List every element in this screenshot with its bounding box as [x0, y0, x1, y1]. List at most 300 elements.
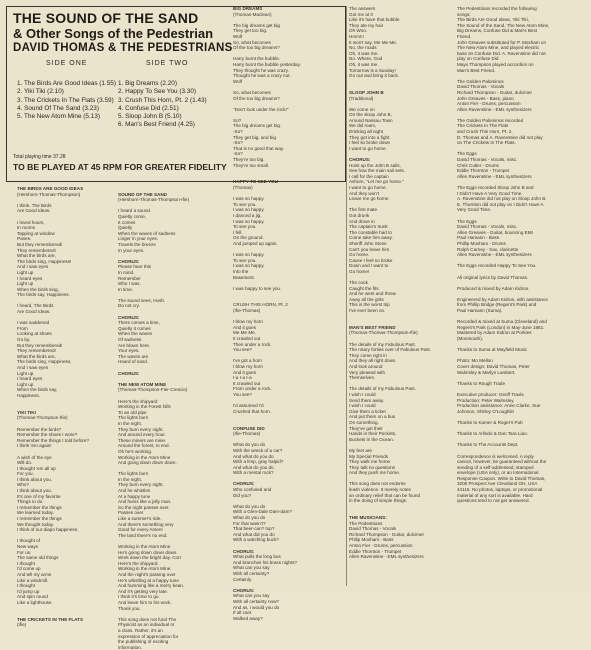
text-line: From [17, 325, 28, 331]
text-line: And branches his brass nights? [233, 559, 298, 565]
text-line: Produced & mixed by Adam Kidron. [457, 285, 530, 291]
text-line: In the night. [118, 420, 143, 426]
text-line: I was so happy. [233, 218, 265, 224]
text-line: Go home. [349, 252, 370, 258]
text-line: What do you do [233, 503, 266, 509]
text-line: Very Good Time. [457, 207, 492, 213]
text-line: With all certainty now? [233, 598, 279, 604]
text-line: Cover design: David Thomas, Peter [457, 364, 530, 369]
track-item: 2. Happy To See You (3.30) [118, 88, 197, 96]
text-line: The Eggs recorded Sloop John B and [457, 185, 534, 190]
text-line: Of the too big dreams? [233, 45, 280, 51]
text-line: Engineered by Adam Kidron, with assistance [457, 296, 548, 302]
text-line: Wolf [233, 33, 243, 39]
text-line: All original lyrics by David Thomas. [457, 274, 529, 280]
text-line: I thought [17, 583, 35, 589]
text-line: Who I was. [118, 281, 141, 287]
text-line: I loved hours, [17, 219, 45, 225]
text-line: The Eggs [457, 218, 477, 224]
text-line: I remember the things [17, 504, 62, 510]
text-line: It won't say, Me Me Me. [349, 39, 398, 45]
text-line: In mind. [118, 269, 135, 275]
text-line: I Didn't Have A Very Good Time. [457, 190, 523, 196]
text-line: The constable had to [349, 229, 392, 235]
side-two-tracklist [118, 80, 207, 130]
text-line: You see? [233, 347, 252, 353]
text-line: Thanks to Rough Trade [457, 380, 506, 386]
text-line: I want to go home. [349, 145, 387, 151]
text-line: Working in the Atom Mine [118, 544, 171, 549]
text-line: Basement. [233, 274, 255, 280]
text-line: For you. [17, 471, 34, 477]
text-line: SOUND OF THE SAND [118, 191, 168, 197]
text-line: Executive producer: Geoff Travis. [457, 391, 525, 397]
text-line: Johnson, Shirley O'Loughlin [457, 408, 515, 414]
text-line: Very pleased with [349, 369, 386, 375]
text-line: Will do. [17, 460, 33, 466]
text-line: And what do you do [233, 464, 274, 470]
text-line: Cause I feel so broke [349, 257, 393, 263]
text-line: We thought today. [17, 521, 54, 527]
text-line: Like a summer's ride. [118, 516, 162, 522]
text-line: The big dreams get big. [233, 123, 282, 129]
text-line: (Thomas) [233, 185, 253, 190]
text-line: (Ifie-Thomas) [233, 308, 261, 314]
text-line: These miners are mine. [118, 437, 167, 443]
text-line: Recorded & mixed at Suma (Cleveland) and [457, 319, 547, 325]
text-line: I heard, The Birds [17, 303, 54, 309]
text-line: I-a I-a I-a [233, 375, 252, 381]
text-line: Remember the birds? [17, 426, 62, 432]
text-line: I was so happy. [233, 196, 265, 202]
text-line: A. Ravenstine did not play on Sloop John B. [457, 196, 547, 202]
lyrics-column-4 [349, 6, 431, 560]
text-line: Quietly it comes [118, 325, 151, 331]
text-line: But they remembered! [17, 241, 63, 247]
text-line: Wolf [233, 78, 243, 84]
text-line: The Birds Are Good Ideas, Yiki Tiki, [457, 17, 530, 23]
text-line: And they won't [349, 190, 379, 196]
text-line: I thought of [17, 538, 40, 544]
text-line: Did you? [233, 492, 252, 498]
text-line: My Special Friends [349, 453, 389, 459]
lyrics-column-3 [233, 6, 301, 621]
text-line: (Thomas-Maclean) [233, 11, 272, 17]
text-line: SLOOP JOHN B [349, 89, 384, 95]
artist-name: DAVID THOMAS & THE PEDESTRIANS [13, 42, 233, 54]
text-line: This is the worst trip [349, 302, 390, 308]
text-line: cannot, however, be guaranteed without the [457, 459, 547, 465]
text-line: And leave him to his work. [118, 599, 172, 605]
text-line: Thanks to Arlindo & Dan Tara Liao. [457, 431, 528, 437]
text-line: And I saw eyes [17, 264, 49, 270]
text-line: (Monmouth). [457, 336, 484, 342]
text-line: questions tend to not get answered. [457, 498, 530, 504]
text-line: I was so happy. [233, 252, 265, 258]
text-line: Leave me go home. [349, 196, 390, 202]
text-line: I think of our diapo happiness. [17, 527, 79, 533]
text-line: Come take him away. [349, 235, 393, 241]
text-line: The Pedestrians [349, 520, 383, 526]
text-line: Who confused and [233, 487, 272, 493]
text-line: Got me at it [349, 11, 373, 17]
text-line: There comes a time, [118, 320, 160, 326]
track-item: 1. The Birds Are Good Ideas (1.55) [17, 80, 116, 87]
text-line: Of sadness [118, 337, 142, 343]
rpm-note: TO BE PLAYED AT 45 RPM FOR GREATER FIDELITY [13, 162, 227, 172]
text-line: What do you do [233, 442, 266, 448]
text-line: Hmm!!! [349, 33, 364, 39]
text-line: CONFUSE DID [233, 425, 265, 431]
text-line: John Greaves substituted for P. Moxham on [457, 39, 547, 45]
text-line: Thanks to The Accounts Dept. [457, 442, 519, 448]
text-line: bass on Confuse Did. A. Ravenstine did not [457, 50, 546, 56]
text-line: Allen Ravenstine - EML synthesizers [349, 554, 424, 560]
text-line: And going down down down. [118, 460, 177, 466]
text-line: I call for the captain [349, 173, 389, 179]
column-divider [346, 6, 347, 586]
track-item: 4. Sound Of The Sand (3.23) [17, 104, 99, 112]
text-line: I thought [17, 560, 35, 566]
text-line: They remembered! [17, 348, 56, 354]
text-line: So the night passes over. [118, 504, 170, 510]
text-line: Good for every Amen! [118, 527, 163, 533]
album-title: THE SOUND OF THE SAND [13, 10, 199, 26]
text-line: And hums like a jolly man. [118, 499, 172, 505]
text-line: With a mental rock? [233, 470, 274, 476]
text-line: Down and I want to [349, 263, 389, 269]
text-line: The Sound of the Sand, The New Atom Mine, [457, 22, 550, 28]
text-line: The New Atom Mine, and played electric [457, 45, 540, 51]
text-line: It's one of my favorite [17, 493, 61, 499]
text-line: Thought he was a crazy nut. [233, 73, 291, 79]
text-line: Oh he's working. [118, 448, 153, 454]
text-line: Light up [17, 370, 34, 376]
text-line: On the sloop John B, [349, 112, 392, 118]
text-line: I've got a horn [233, 358, 262, 364]
text-line: Harry burnt the bubble. [233, 56, 280, 62]
text-line: Thanks to Kamer & Roger's Pub [457, 419, 523, 425]
text-line: It crawled out [233, 380, 261, 386]
text-line: No, the roads [349, 45, 377, 51]
text-line: Walked away? [233, 615, 263, 621]
text-line: On the ground. [233, 235, 264, 241]
text-line: Are Good Ideas. [17, 309, 51, 315]
album-subtitle: & Other Songs of the Pedestrian [13, 26, 214, 41]
text-line: When the birds say, [17, 387, 58, 393]
text-line: I was saddened [17, 320, 50, 326]
text-line: And it goes [233, 369, 256, 375]
text-line: They've got their [349, 425, 383, 431]
text-line: In your eyes. [118, 247, 145, 253]
text-line: When the waves of sadness [118, 230, 176, 236]
text-line: Sheriff John Stone [349, 240, 387, 246]
text-line: Certainly. [233, 576, 253, 582]
text-line: -So? [233, 151, 243, 157]
text-line: The Crickets In The Flats [457, 123, 509, 129]
text-line: I heard eyes [17, 376, 43, 382]
text-line: They're too big. [233, 157, 265, 163]
text-line: When the birds sing, [17, 286, 59, 292]
text-line: David Thomas - Vocals [349, 526, 397, 532]
text-line: And he went and threw [349, 291, 396, 297]
text-line: Tapping at window [17, 230, 55, 236]
text-line: He's going down down down. [118, 549, 178, 555]
text-line: I was happy to see you. [233, 285, 282, 291]
text-line: from Phillip Bridge (Regent's Park) and [457, 302, 537, 308]
text-line: And humming like a merry bean. [118, 583, 185, 589]
text-line: From under a rock. [233, 386, 272, 392]
text-line: Paul Hamann - Bass [457, 235, 500, 241]
text-line: And jumped up again. [233, 240, 278, 246]
text-line: A wish of the eye [17, 454, 52, 460]
text-line: Production assistance: Anne Clarke, Sue [457, 403, 541, 409]
side-one-tracklist [17, 80, 116, 121]
text-line: D. Thomas and A. Ravenstine did not play [457, 134, 543, 140]
text-line: See how the main sail sets. [349, 168, 405, 174]
text-line: What do you do [233, 515, 266, 521]
text-line: What the birds are, [17, 353, 56, 359]
text-line: Oh, it was me. [349, 50, 379, 56]
text-line: (Thomas-Thomas-Thompson-Ifie) [349, 330, 418, 336]
text-line: I fell [233, 229, 242, 235]
text-line: I wish I could [349, 403, 376, 409]
lyrics-column-2 [118, 186, 189, 650]
text-line: CHORUS: [118, 370, 140, 376]
text-line: Friend. [457, 33, 472, 39]
text-line: on The Crickets In The Flats. [457, 140, 516, 146]
text-line: Richard Thompson - Guitar, dulcimer [457, 89, 532, 95]
text-line: They walk me home. [349, 459, 392, 465]
text-line: When the waves [118, 331, 152, 337]
text-line: Response Coupon. Write to David Thomas, [457, 475, 546, 481]
text-line: leash violence. It merely notes [349, 487, 411, 493]
text-line: Production: Peter Walmsley. [457, 397, 515, 403]
text-line: For that wasn't? [233, 520, 266, 526]
text-line: They get big, and big. [233, 134, 278, 140]
text-line: And what do you do [233, 453, 274, 459]
text-line: Anton Fier - Drums, percussion [457, 101, 521, 107]
text-line: HAPPY TO SEE YOU [233, 179, 278, 185]
text-line: The answers [349, 6, 376, 11]
text-line: David Thomas - Vocals, misc. [457, 224, 518, 230]
text-line: What pulls the long bus [233, 554, 281, 560]
text-line: Mastered by Adam Kidron at Porkies [457, 330, 532, 336]
text-line: In the night. [118, 476, 143, 482]
text-line: The Eggs [457, 151, 477, 157]
text-line: The sound sees, Hush. [118, 297, 166, 303]
text-line: Go home! [349, 268, 370, 274]
text-line: THE MUSICIANS: [349, 515, 387, 521]
text-line: CHORUS: [349, 157, 371, 163]
text-line: Remember the shoes I wore? [17, 432, 78, 438]
text-line: For us. [17, 549, 32, 555]
text-line: And the night's passing over [118, 571, 176, 577]
text-line: So, what becomes [233, 39, 271, 45]
text-line: It comes [118, 219, 136, 225]
text-line: Do not cry. [118, 303, 140, 309]
text-line: In time. [118, 286, 134, 292]
text-line: Away all the grits [349, 296, 384, 302]
text-line: And they all right down [349, 358, 396, 364]
text-line: And what did you do [233, 531, 275, 537]
text-line: So? [233, 117, 242, 123]
text-line: With a limp, gray halpid? [233, 459, 284, 465]
text-line: Philip Moxham - Bass [349, 537, 394, 543]
text-line: Drinking all night [349, 129, 383, 135]
text-line: Are Good Ideas. [17, 208, 51, 214]
text-line: Hoist up the John B sails, [349, 162, 401, 168]
side-one-heading: SIDE ONE [46, 60, 88, 67]
text-line: CHORUS: [118, 258, 140, 264]
text-line: Travels the breeze [118, 241, 156, 247]
text-line: Eddie Thornton - Trumpet [457, 168, 510, 174]
text-line: Themselves. [349, 375, 376, 381]
text-line: They thought he was crazy. [233, 67, 289, 73]
text-line: What can you say [233, 593, 270, 599]
text-line: And they push me home. [349, 470, 401, 476]
text-line: With a watching buck? [233, 537, 279, 543]
text-line: Ashore, "Let me go home." [349, 179, 404, 185]
text-line: With the wreck of a car? [233, 447, 283, 453]
text-line: Physicist as an individual or [118, 622, 175, 628]
text-line: YIKI TIKI [17, 409, 36, 415]
text-line: Quietly come, [118, 213, 147, 219]
text-line: (Hershorn-Thomas-Thompson-Ifie) [118, 197, 189, 203]
text-line: They talk no questions [349, 464, 395, 470]
text-line: The same old things [17, 555, 59, 561]
text-line: CHORUS: [233, 587, 255, 593]
text-line: Here's the shipyard. [118, 560, 159, 566]
text-line: Around Nassau Town [349, 117, 393, 123]
text-line: And as, i would you do [233, 604, 280, 610]
text-line: CHORUS: [233, 481, 255, 487]
text-line: And look around [349, 364, 383, 369]
text-line: Allen Ravenstine - EML synthesizers [457, 173, 532, 179]
text-line: Crushed that horn. [233, 408, 272, 414]
text-line: (Hershorn-Thomas-Thompson) [17, 191, 81, 197]
text-line: I'd jump up [17, 588, 40, 594]
text-line: Working in the Forest hills [118, 404, 171, 410]
text-line: and Crush This Horn, Pt. 2. [457, 129, 513, 135]
text-line: envelope (USA only), or an International [457, 470, 539, 476]
text-line: They're too small. [233, 162, 270, 168]
text-line: a class. Rather, it's an [118, 627, 163, 633]
text-line: I danced a jig. [233, 212, 262, 218]
text-line: The rotary forties over of Fabulous Past. [349, 347, 431, 353]
text-line: The details of my Fabulous Past. [349, 341, 416, 347]
text-line: Happiness. [17, 392, 40, 398]
text-line: the publishing of exciting [118, 639, 169, 645]
text-line: Allen Greaves - Guitar, bouncing EMI [457, 229, 533, 235]
text-line: They come right in [349, 352, 387, 358]
text-line: I was so happy. [233, 207, 265, 213]
text-line: Light up [17, 281, 34, 287]
text-line: They burn every night. [118, 482, 164, 488]
text-line: They ate my hair [349, 22, 384, 28]
text-line: Buckets in the Ocean. [349, 436, 394, 442]
text-line: I think. The Birds [17, 202, 52, 208]
text-line: I think it's time to go. [118, 594, 160, 600]
text-line: Light up [17, 381, 34, 387]
text-line: The lights burn [118, 471, 149, 477]
text-line: "Don't look under the rock!" [233, 106, 289, 112]
text-line: Heard of sand. [118, 359, 149, 365]
text-line: Things to do. [17, 499, 44, 505]
text-line: Go by. [17, 337, 31, 343]
track-item: 5. The New Atom Mine (5.13) [17, 113, 100, 121]
text-line: The lights burn [118, 415, 149, 421]
text-line: Harry burnt the bubble yesterday. [233, 61, 301, 67]
text-line: Anton Fier - Drums, percussion [349, 543, 413, 548]
text-line: 44115. No photos, laptops, or promotional [457, 487, 543, 493]
text-line: Here's the shipyard [118, 398, 158, 404]
text-line: And it goes [233, 324, 256, 330]
text-line: Quietly [118, 225, 133, 231]
track-item: 3. Crush This Horn, Pt. 2 (1.43) [118, 96, 207, 104]
text-line: On something. [349, 419, 379, 425]
text-line: The birds sing, Happiness! [17, 258, 72, 264]
text-line: Around the forest, to end. [118, 443, 170, 449]
text-line: Correspondence is welcomed. A reply [457, 453, 534, 459]
text-line: New ways [17, 544, 38, 549]
text-line: I blow my horn [233, 319, 263, 325]
text-line: I blow my horn [233, 364, 263, 369]
text-line: Please hear this [118, 264, 151, 270]
text-line: -So? [233, 140, 243, 146]
text-line: Tomorrow is a Sunday! [349, 67, 396, 73]
text-line: Oh Woo. [349, 28, 368, 34]
text-line: The Golden Palominos recorded [457, 117, 524, 123]
text-line: Into the [233, 268, 249, 274]
text-line: David Thomas - Vocals, misc. [457, 157, 518, 163]
track-item: 1. Big Dreams (2.20) [118, 80, 177, 87]
text-line: David Thomas - Vocals [457, 84, 505, 90]
text-line: information. [118, 644, 143, 650]
text-line: Oh, it was me. [349, 61, 379, 67]
text-line: 3206 Prospect Ave Cleveland OH, USA [457, 481, 538, 487]
text-line: Thank you. [118, 605, 141, 611]
text-line: Working in the Atom Mine [118, 454, 171, 460]
text-line: And tell my arms [17, 571, 52, 577]
text-line: an ordinary relief that can be found [349, 492, 420, 498]
text-line: Like a windmill. [17, 577, 49, 583]
text-line: It crawled out [233, 336, 261, 342]
text-line: My feet are [349, 447, 372, 453]
lyrics-column-1 [17, 186, 89, 628]
text-line: I thought 'em all up [17, 465, 56, 471]
text-line: In rooms [17, 225, 35, 231]
text-line: Chris Cutler - Drums [457, 162, 499, 168]
credits-column [457, 6, 549, 504]
text-line: I think 'em again! [17, 443, 52, 449]
text-line: expression of appreciation for [118, 633, 179, 639]
text-line: (Ifie) [17, 622, 27, 628]
track-item: 2. Yiki Tiki (2.10) [17, 88, 64, 96]
text-line: The land there's no end. [118, 532, 168, 538]
text-line: Thanks to Suma at Mayfield Music [457, 347, 528, 353]
text-line: Work down the bright day. Corr [118, 555, 182, 561]
text-line: This song does not endorse [349, 481, 406, 487]
text-line: Panes. [17, 236, 32, 242]
text-line: And around every hour. [118, 432, 166, 438]
text-line: We learned today. [17, 510, 54, 516]
text-line: The birds say, Happiness. [17, 292, 70, 298]
text-line: Who? [17, 482, 30, 488]
text-line: sending of a self-addressed, stamped [457, 464, 534, 470]
text-line: They burn every night. [118, 426, 164, 432]
text-line: With a Glen-Dale Dam-dam? [233, 509, 292, 515]
